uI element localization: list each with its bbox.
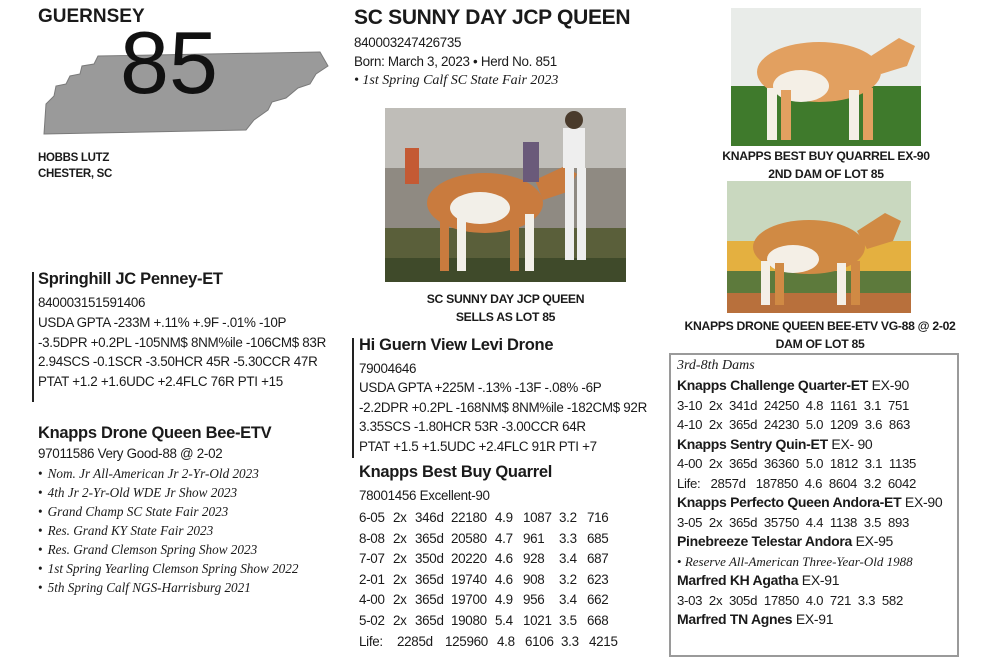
sire-genomics-line: PTAT +1.2 +1.6UDC +2.4FLC 76R PTI +15 (38, 373, 283, 389)
record-cell: 716 (587, 510, 609, 525)
dam-entry-name: Knapps Perfecto Queen Andora-ET (677, 494, 902, 510)
record-cell: 3.5 (559, 612, 577, 628)
record-row (359, 611, 617, 632)
dam-award-item: • 1st Spring Yearling Clemson Spring Show 2022 (38, 559, 298, 578)
dam-entry-header (677, 610, 955, 630)
dam-entry-name: Marfred KH Agatha (677, 572, 799, 588)
record-cell: 4.9 (495, 592, 513, 608)
mgs-genomics (359, 378, 647, 456)
record-cell: 365d (415, 592, 444, 608)
pedigree-bracket-sire (32, 272, 34, 402)
record-cell: 4-00 (359, 592, 385, 608)
record-cell: 346d (415, 510, 444, 525)
record-cell: 961 (523, 530, 545, 546)
life-cell: 2285d (397, 634, 433, 649)
dam-photo (727, 181, 911, 313)
dam-entry-score: EX-91 (792, 611, 834, 627)
dam-entry-award: • Reserve All-American Three-Year-Old 1988 (677, 553, 913, 569)
mgs-genomics-line: 3.35SCS -1.80HCR 53R -3.00CCR 64R (359, 419, 586, 435)
dam-entry-header (677, 532, 955, 552)
dam-entry-name: Knapps Sentry Quin-ET (677, 435, 828, 452)
record-row (359, 529, 617, 550)
record-cell: 956 (523, 592, 545, 608)
record-cell: 3.3 (559, 530, 577, 546)
animal-award: • 1st Spring Calf SC State Fair 2023 (354, 73, 559, 88)
record-cell: 3.4 (559, 592, 577, 608)
dam-photo-caption-line1: KNAPPS DRONE QUEEN BEE-ETV VG-88 @ 2-02 (684, 319, 956, 333)
record-cell: 2x (393, 510, 407, 525)
record-row (359, 508, 617, 529)
dam-awards-list (38, 464, 298, 597)
pedigree-bracket-mgs (352, 338, 354, 458)
dam-award-item: • Nom. Jr All-American Jr 2-Yr-Old 2023 (38, 464, 298, 483)
record-cell: 1087 (523, 510, 552, 525)
sire-name: Springhill JC Penney-ET (38, 270, 223, 288)
record-cell: 2x (393, 592, 407, 608)
record-cell: 8-08 (359, 530, 385, 546)
record-cell: 20580 (451, 530, 487, 546)
dam-id: 97011586 Very Good-88 @ 2-02 (38, 446, 223, 461)
dam-entry-score: EX- 90 (827, 435, 873, 452)
record-cell: 4.9 (495, 510, 513, 525)
consignor-location: CHESTER, SC (38, 168, 113, 180)
dam-entry-header (677, 376, 955, 396)
animal-id: 840003247426735 (354, 35, 462, 50)
dam-entry-award-text: Reserve All-American Three-Year-Old 1988 (684, 553, 913, 569)
record-cell: 6-05 (359, 510, 385, 525)
dam-award-item: • 4th Jr 2-Yr-Old WDE Jr Show 2023 (38, 483, 298, 502)
record-cell: 687 (587, 551, 609, 567)
record-row (359, 549, 617, 570)
record-cell: 365d (415, 612, 444, 628)
record-cell: 2x (393, 571, 407, 587)
sire-genomics-line: USDA GPTA -233M +.11% +.9F -.01% -10P (38, 315, 287, 330)
life-cell: 4.8 (497, 634, 515, 649)
granddam-photo-caption-line1: KNAPPS BEST BUY QUARREL EX-90 (722, 149, 930, 163)
record-cell: 3.2 (559, 571, 577, 587)
record-row (359, 590, 617, 611)
record-cell: 20220 (451, 551, 487, 567)
animal-name: SC SUNNY DAY JCP QUEEN (354, 6, 631, 29)
granddam-photo-caption-line2: 2ND DAM OF LOT 85 (768, 167, 884, 181)
dam-entry-record: 3-05 2x 365d 35750 4.4 1138 3.5 893 (677, 514, 910, 530)
record-cell: 2x (393, 551, 407, 567)
record-cell: 5.4 (495, 612, 513, 628)
sire-id: 840003151591406 (38, 295, 146, 310)
consignor-name: HOBBS LUTZ (38, 152, 110, 164)
main-photo-caption (385, 290, 626, 326)
record-cell: 2x (393, 530, 407, 546)
dam-award-item: • Res. Grand Clemson Spring Show 2023 (38, 540, 298, 559)
dam-entry-record: 4-00 2x 365d 36360 5.0 1812 3.1 1135 (677, 456, 917, 471)
record-cell: 623 (587, 571, 609, 587)
record-cell: 928 (523, 551, 545, 567)
life-cell: 4215 (589, 634, 618, 649)
breed-label: GUERNSEY (38, 6, 145, 27)
granddam-life-record (359, 632, 619, 652)
animal-award-text: 1st Spring Calf SC State Fair 2023 (362, 73, 559, 88)
mgs-id: 79004646 (359, 361, 417, 376)
record-cell: 662 (587, 592, 609, 608)
record-cell: 3.2 (559, 510, 577, 525)
dam-award-item: • 5th Spring Calf NGS-Harrisburg 2021 (38, 578, 298, 597)
record-cell: 1021 (523, 612, 552, 628)
dam-entry-score: EX-90 (868, 377, 910, 393)
granddam-records (359, 508, 617, 632)
record-cell: 2-01 (359, 571, 385, 587)
record-cell: 4.6 (495, 551, 513, 567)
record-cell: 5-02 (359, 612, 385, 628)
dam-entry-name: Pinebreeze Telestar Andora (677, 533, 853, 549)
granddam-id: 78001456 Excellent-90 (359, 488, 490, 503)
dam-name: Knapps Drone Queen Bee-ETV (38, 424, 272, 442)
life-cell: 6106 (525, 634, 554, 649)
main-photo-caption-line2: SELLS AS LOT 85 (455, 310, 556, 324)
record-cell: 3.4 (559, 551, 577, 567)
life-cell: 125960 (445, 634, 488, 649)
main-photo-caption-line1: SC SUNNY DAY JCP QUEEN (426, 292, 585, 306)
dam-entry-record: 3-10 2x 341d 24250 4.8 1161 3.1 751 (677, 397, 910, 413)
dam-entry-record: Life: 2857d 187850 4.6 8604 3.2 6042 (677, 475, 917, 491)
record-cell: 4.6 (495, 571, 513, 587)
mgs-name: Hi Guern View Levi Drone (359, 336, 554, 354)
granddam-name: Knapps Best Buy Quarrel (359, 463, 552, 481)
record-cell: 365d (415, 530, 444, 546)
dam-entry-header (677, 493, 955, 513)
life-cell: Life: (359, 634, 383, 649)
sire-genomics-line: -3.5DPR +0.2PL -105NM$ 8NM%ile -106CM$ 83R (38, 334, 326, 350)
granddam-photo (731, 8, 921, 146)
dam-entry-name: Marfred TN Agnes (677, 611, 793, 627)
record-cell: 19740 (451, 571, 487, 587)
record-cell: 22180 (451, 510, 487, 525)
record-cell: 19700 (451, 592, 487, 608)
mgs-genomics-line: -2.2DPR +0.2PL -168NM$ 8NM%ile -182CM$ 92R (359, 399, 647, 415)
record-cell: 19080 (451, 612, 487, 628)
dam-award-item: • Res. Grand KY State Fair 2023 (38, 521, 298, 540)
record-cell: 365d (415, 571, 444, 587)
record-cell: 908 (523, 571, 545, 587)
dam-entry-header (677, 435, 955, 455)
dam-entry-score: EX-91 (798, 572, 840, 588)
animal-born: Born: March 3, 2023 • Herd No. 851 (354, 54, 557, 69)
life-cell: 3.3 (561, 634, 579, 649)
record-cell: 7-07 (359, 551, 385, 567)
dam-photo-caption-line2: DAM OF LOT 85 (775, 337, 865, 351)
granddam-photo-caption (715, 147, 937, 183)
dam-award-item: • Grand Champ SC State Fair 2023 (38, 502, 298, 521)
mgs-genomics-line: USDA GPTA +225M -.13% -13F -.08% -6P (359, 380, 602, 395)
lot-number: 85 (120, 13, 218, 112)
dam-entry-record: 3-03 2x 305d 17850 4.0 721 3.3 582 (677, 592, 903, 608)
sire-genomics (38, 313, 326, 391)
dams-box-content (677, 356, 955, 630)
mgs-genomics-line: PTAT +1.5 +1.5UDC +2.4FLC 91R PTI +7 (359, 438, 597, 454)
dam-entry-score: EX-90 (901, 494, 943, 510)
record-cell: 350d (415, 551, 444, 567)
main-photo (385, 108, 626, 282)
record-cell: 668 (587, 612, 609, 628)
dams-box-heading: 3rd-8th Dams (677, 358, 755, 373)
record-row (359, 570, 617, 591)
record-cell: 4.7 (495, 530, 513, 546)
dam-entry-record: 4-10 2x 365d 24230 5.0 1209 3.6 863 (677, 417, 911, 432)
dam-entry-score: EX-95 (852, 533, 894, 549)
dam-entry-name: Knapps Challenge Quarter-ET (677, 377, 869, 393)
dam-photo-caption (680, 317, 960, 353)
record-cell: 2x (393, 612, 407, 628)
dam-entry-header (677, 571, 955, 591)
record-cell: 685 (587, 530, 609, 546)
sire-genomics-line: 2.94SCS -0.1SCR -3.50HCR 45R -5.30CCR 47R (38, 354, 318, 370)
